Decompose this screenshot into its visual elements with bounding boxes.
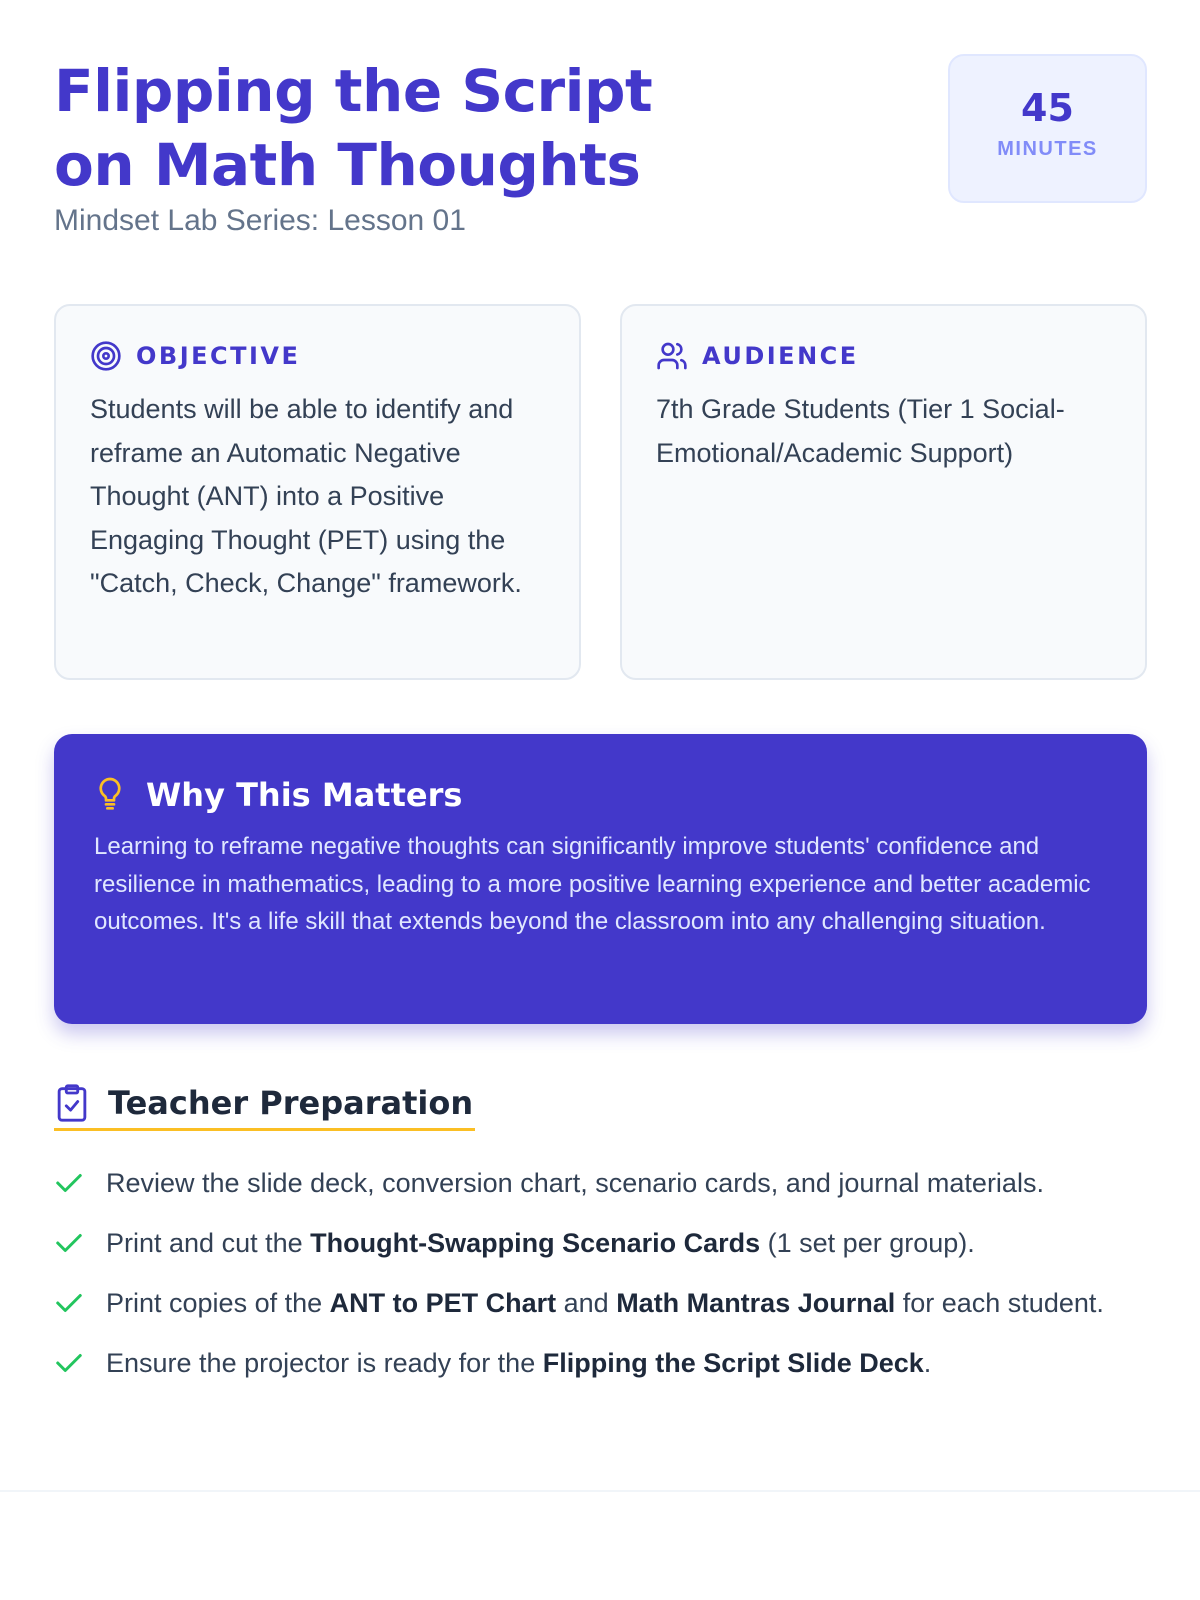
- list-item-text: [106, 1288, 1104, 1319]
- footer-divider: [0, 1490, 1200, 1492]
- prep-checklist: [54, 1153, 1147, 1393]
- list-item: [54, 1333, 1147, 1393]
- objective-label: OBJECTIVE: [136, 342, 301, 370]
- lesson-page: [54, 54, 1147, 1378]
- bold-segment: Flipping the Script Slide Deck: [542, 1347, 924, 1378]
- why-this-matters-panel: [54, 734, 1147, 1024]
- info-cards: [54, 304, 1147, 680]
- text-segment: (1 set per group).: [760, 1227, 975, 1258]
- audience-header: [656, 338, 1111, 374]
- list-item-text: [106, 1348, 931, 1379]
- text-segment: for each student.: [895, 1287, 1104, 1318]
- prep-title: Teacher Preparation: [108, 1083, 474, 1122]
- checkmark-icon: [54, 1288, 84, 1318]
- why-header: [94, 772, 1107, 818]
- why-title: Why This Matters: [146, 776, 463, 814]
- page-subtitle: Mindset Lab Series: Lesson 01: [54, 204, 466, 237]
- clipboard-check-icon: [54, 1083, 90, 1123]
- title-line-2: on Math Thoughts: [54, 131, 641, 199]
- list-item: [54, 1213, 1147, 1273]
- lightbulb-icon: [94, 776, 126, 814]
- audience-label: AUDIENCE: [702, 342, 859, 370]
- duration-badge: [948, 54, 1147, 203]
- list-item: [54, 1273, 1147, 1333]
- objective-header: [90, 338, 545, 374]
- text-segment: and: [556, 1287, 617, 1318]
- list-item-text: [106, 1228, 975, 1259]
- checkmark-icon: [54, 1228, 84, 1258]
- bold-segment: Math Mantras Journal: [616, 1287, 896, 1318]
- teacher-preparation-section: [54, 1077, 1147, 1393]
- target-icon: [90, 340, 122, 372]
- text-segment: Print and cut the: [106, 1227, 311, 1258]
- page-title: [54, 54, 814, 202]
- lesson-header: [54, 54, 1147, 254]
- why-text: Learning to reframe negative thoughts can significantly improve students' confidence and resilience in mathematics, leading to a more positive learning experience and better academic outcomes. It's a life skill that extends beyond the classroom into any challenging situation.: [94, 833, 1091, 935]
- prep-header: [54, 1077, 475, 1131]
- bold-segment: Thought-Swapping Scenario Cards: [310, 1227, 761, 1258]
- list-item-text: Review the slide deck, conversion chart, scenario cards, and journal materials.: [106, 1167, 1044, 1198]
- duration-unit: MINUTES: [997, 138, 1098, 160]
- checkmark-icon: [54, 1168, 84, 1198]
- text-segment: Print copies of the: [106, 1287, 330, 1318]
- duration-value: 45: [1021, 86, 1074, 130]
- bold-segment: ANT to PET Chart: [329, 1287, 557, 1318]
- objective-text: Students will be able to identify and reframe an Automatic Negative Thought (ANT) into a Positive Engaging Thought (PET) using the "Catch, Check, Change" framework.: [90, 394, 522, 598]
- objective-card: [54, 304, 581, 680]
- users-icon: [656, 340, 688, 372]
- checkmark-icon: [54, 1348, 84, 1378]
- title-line-1: Flipping the Script: [54, 57, 653, 125]
- audience-card: [620, 304, 1147, 680]
- text-segment: .: [923, 1347, 932, 1378]
- audience-text: 7th Grade Students (Tier 1 Social-Emotional/Academic Support): [656, 394, 1065, 468]
- text-segment: Ensure the projector is ready for the: [106, 1347, 543, 1378]
- list-item: [54, 1153, 1147, 1213]
